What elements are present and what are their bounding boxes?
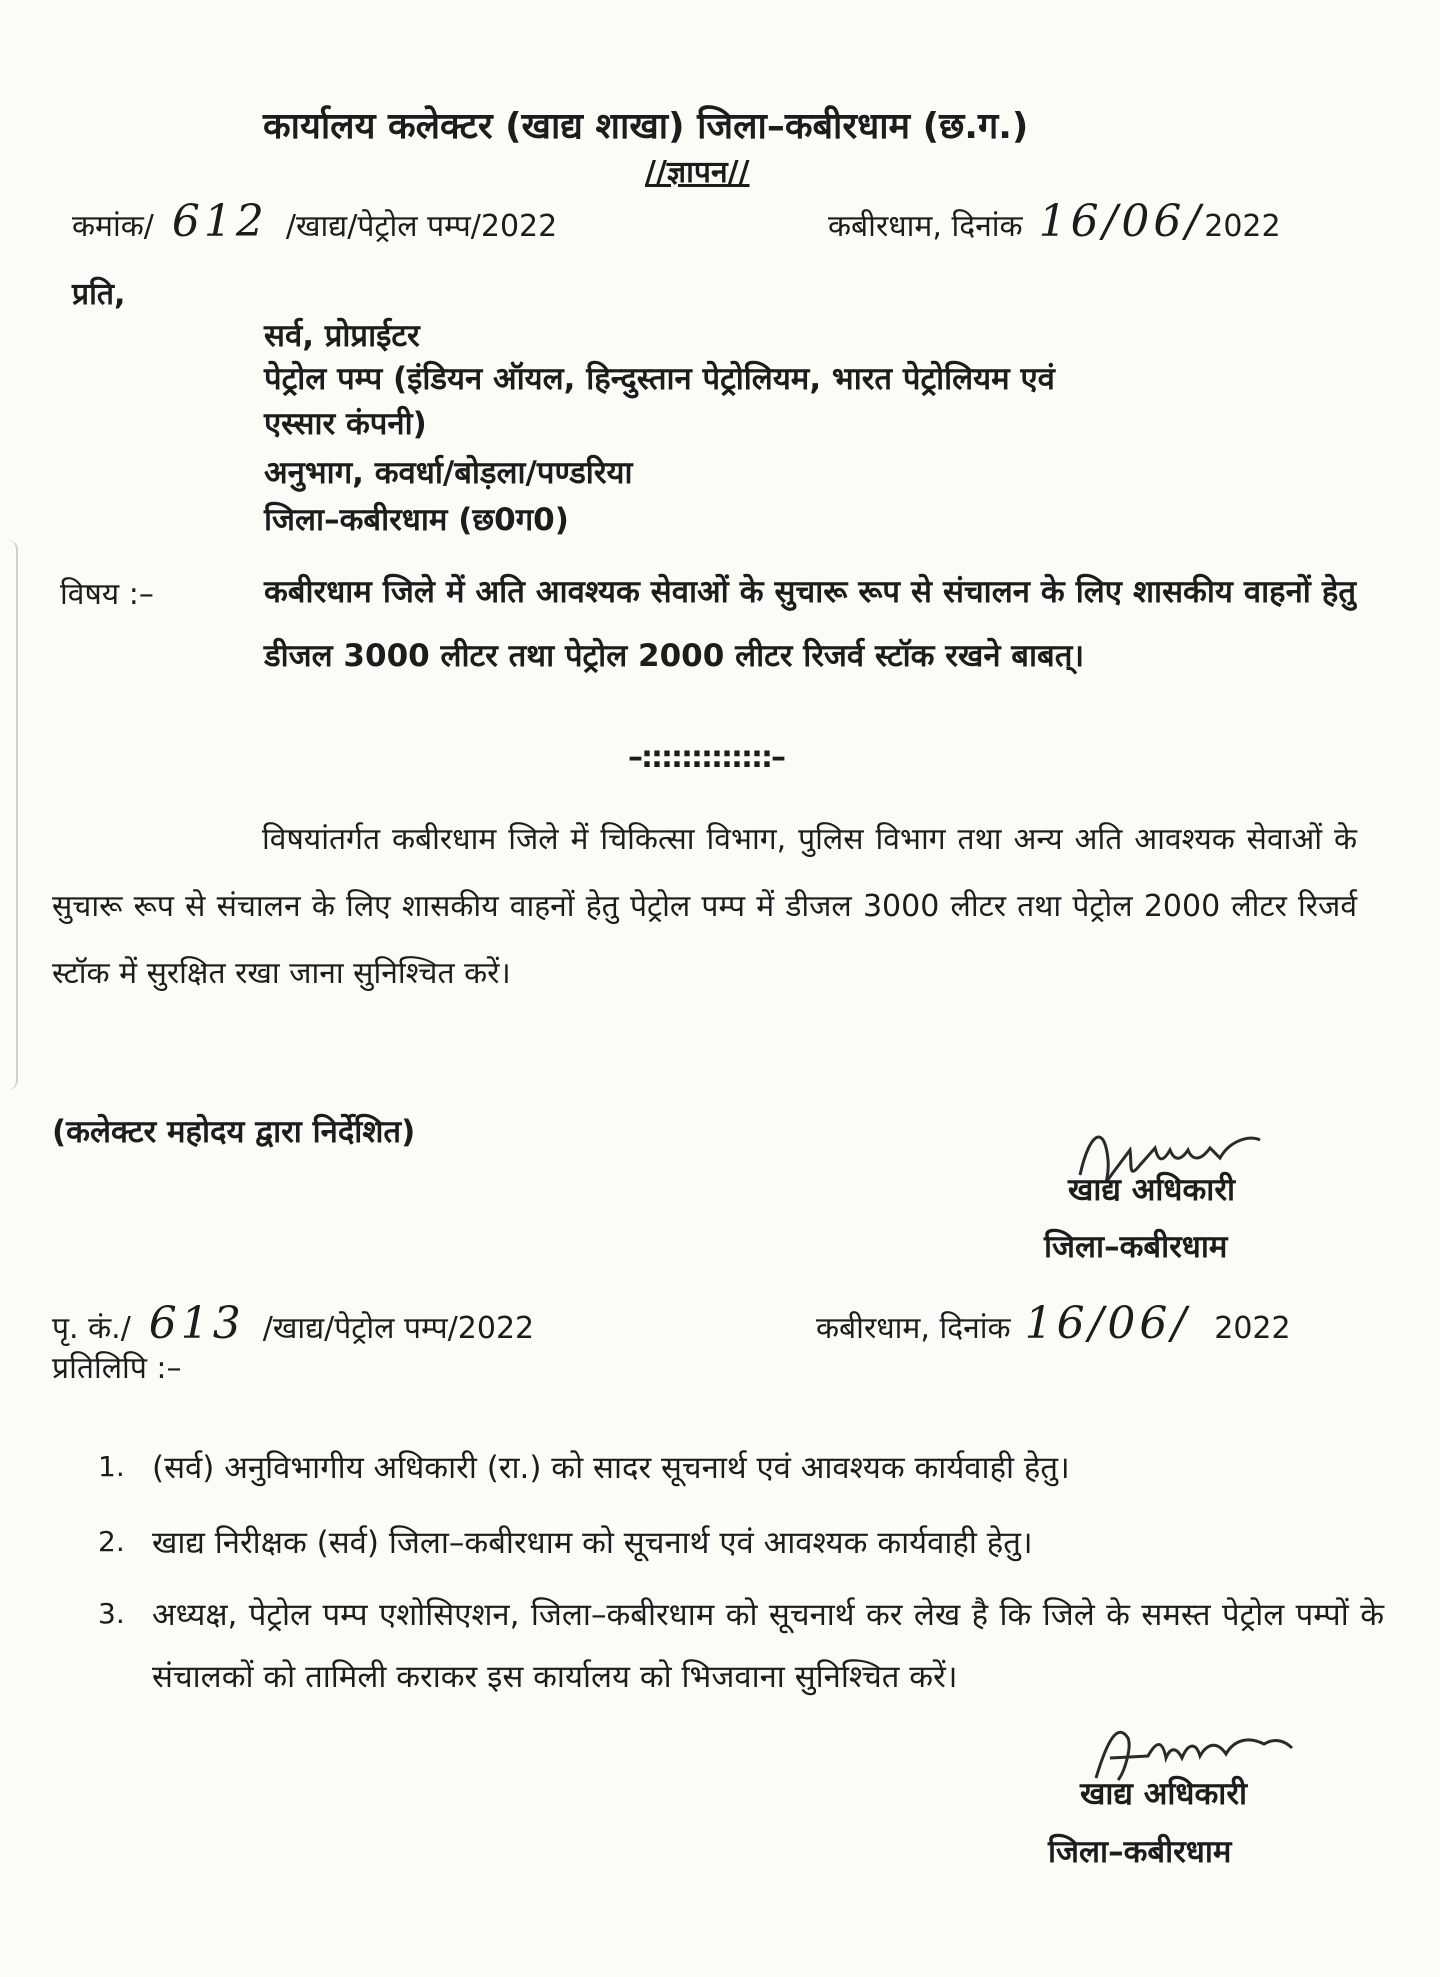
endorsement-number-handwritten: 613 [148, 1298, 245, 1349]
page-fold-edge [0, 540, 18, 1090]
endorsement-suffix: /खाद्य/पेट्रोल पम्प/2022 [262, 1311, 535, 1346]
body-paragraph: विषयांतर्गत कबीरधाम जिले में चिकित्सा विभाग, पुलिस विभाग तथा अन्य अति आवश्यक सेवाओं के सुचारू रूप से संचालन के लिए शासकीय वाहनों हेतु पेट्रोल पम्प में डीजल 3000 लीटर तथा पेट्रोल 2000 लीटर रिजर्व स्टॉक में सुरक्षित रखा जाना सुनिश्चित करें। [52, 822, 1357, 991]
endorsement-place-date-label: कबीरधाम, दिनांक [816, 1311, 1011, 1346]
subject-label: विषय :– [60, 577, 154, 612]
order-date-handwritten: 16/06/ [1038, 196, 1205, 247]
copy-label: प्रतिलिपि :– [52, 1351, 182, 1386]
copy-item-3-text: अध्यक्ष, पेट्रोल पम्प एशोसिएशन, जिला–कबीरधाम को सूचनार्थ कर लेख है कि जिले के समस्त पेट्रोल पम्पों के संचालकों को तामिली कराकर इस कार्यालय को भिजवाना सुनिश्चित करें। [152, 1597, 1384, 1695]
order-number-line [72, 196, 557, 247]
order-prefix: कमांक/ [72, 209, 154, 244]
endorsement-date-line [816, 1298, 1291, 1349]
separator: –:::::::::::::– [628, 740, 784, 775]
endorsement-date-handwritten: 16/06/ [1024, 1298, 1191, 1349]
office-title: कार्यालय कलेक्टर (खाद्य शाखा) जिला–कबीरधाम (छ.ग.) [263, 106, 1029, 147]
subject-text: कबीरधाम जिले में अति आवश्यक सेवाओं के सुचारू रूप से संचालन के लिए शासकीय वाहनों हेतु डीजल 3000 लीटर तथा पेट्रोल 2000 लीटर रिजर्व स्टॉक रखने बाबत्। [264, 574, 1356, 674]
copy-item-2-text: खाद्य निरीक्षक (सर्व) जिला–कबीरधाम को सूचनार्थ एवं आवश्यक कार्यवाही हेतु। [152, 1525, 1033, 1561]
endorsement-year: 2022 [1214, 1311, 1291, 1346]
order-place-date-label: कबीरधाम, दिनांक [828, 209, 1023, 244]
signature-1-district: जिला–कबीरधाम [1044, 1229, 1228, 1265]
memo-label: //ज्ञापन// [645, 155, 750, 190]
copy-item-2-number: 2. [98, 1525, 125, 1558]
signature-2-district: जिला–कबीरधाम [1048, 1834, 1232, 1870]
directed-by: (कलेक्टर महोदय द्वारा निर्देशित) [52, 1114, 416, 1150]
order-date-line [828, 196, 1281, 247]
copy-item-1-number: 1. [98, 1450, 125, 1483]
to-label: प्रति, [72, 277, 126, 312]
order-suffix: /खाद्य/पेट्रोल पम्प/2022 [285, 209, 558, 244]
recipient-line-2: पेट्रोल पम्प (इंडियन ऑयल, हिन्दुस्तान पेट्रोलियम, भारत पेट्रोलियम एवं [264, 361, 1055, 397]
order-number-handwritten: 612 [171, 196, 268, 247]
endorsement-prefix: पृ. कं./ [52, 1311, 131, 1346]
recipient-line-3: एस्सार कंपनी) [264, 406, 427, 442]
copy-item-1-text: (सर्व) अनुविभागीय अधिकारी (रा.) को सादर सूचनार्थ एवं आवश्यक कार्यवाही हेतु। [152, 1450, 1070, 1486]
recipient-line-4: अनुभाग, कवर्धा/बोड़ला/पण्डरिया [264, 455, 633, 491]
signature-2-designation: खाद्य अधिकारी [1080, 1776, 1248, 1812]
endorsement-number-line [52, 1298, 534, 1349]
copy-item-3-number: 3. [98, 1597, 125, 1630]
recipient-line-5: जिला–कबीरधाम (छ0ग0) [264, 502, 569, 538]
order-year: 2022 [1204, 209, 1281, 244]
recipient-line-1: सर्व, प्रोप्राईटर [264, 318, 420, 354]
signature-1-designation: खाद्य अधिकारी [1068, 1172, 1236, 1208]
